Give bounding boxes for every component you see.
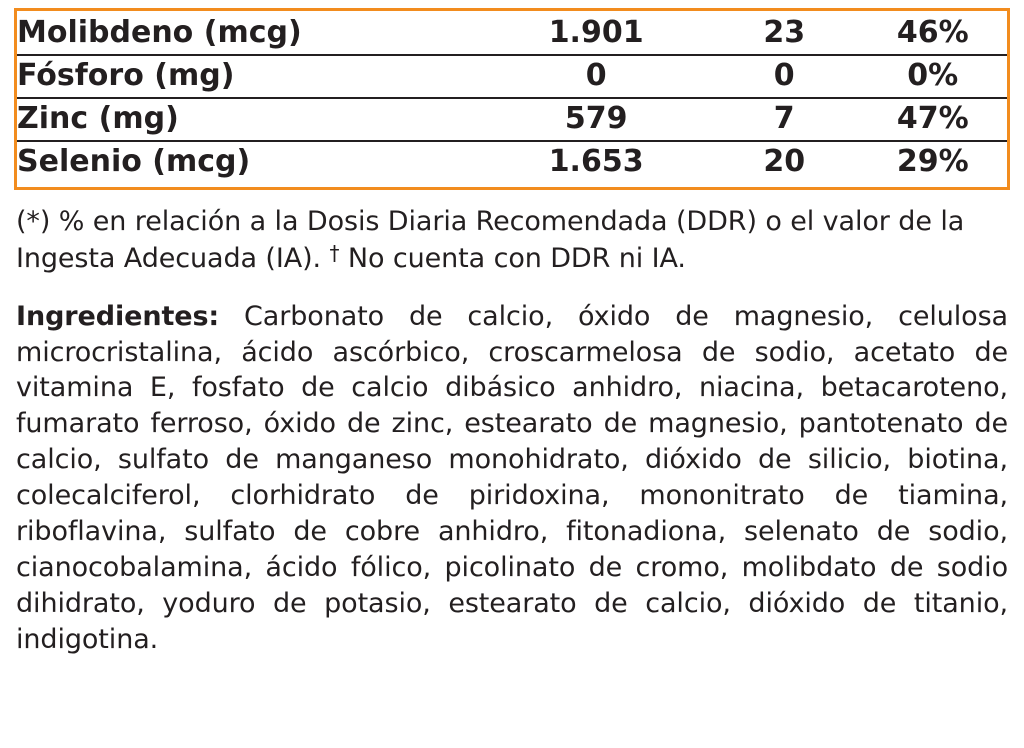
- nutrient-percent: 47%: [858, 98, 1007, 141]
- nutrient-percent: 0%: [858, 55, 1007, 98]
- nutrient-amount: 1.901: [482, 13, 710, 55]
- ingredients-paragraph: [16, 299, 1008, 658]
- nutrient-amount: 579: [482, 98, 710, 141]
- nutrient-unit-value: 23: [710, 13, 859, 55]
- nutrition-table: [17, 13, 1007, 183]
- footnote-text-part1: (*) % en relación a la Dosis Diaria Recomendada (DDR) o el valor de la Ingesta Adecuada (IA).: [16, 206, 965, 274]
- nutrient-name: Zinc (mg): [17, 98, 482, 141]
- nutrient-unit-value: 20: [763, 144, 806, 180]
- dagger-symbol: †: [329, 241, 340, 265]
- table-row: [17, 141, 1007, 183]
- table-row: [17, 13, 1007, 55]
- ingredients-label: Ingredientes:: [16, 300, 220, 332]
- nutrient-unit-value: 0: [710, 55, 859, 98]
- nutrient-amount: 1.653: [548, 144, 644, 180]
- ingredients-list: Carbonato de calcio, óxido de magnesio, celulosa microcristalina, ácido ascórbico, croscarmelosa de sodio, acetato de vitamina E, fosfato de calcio dibásico anhidro, niacina, betacaroteno, fumarato ferroso, óxido de zinc, estearato de magnesio, pantotenato de calcio, sulfato de manganeso monohidrato, dióxido de silicio, biotina, colecalciferol, clorhidrato de piridoxina, mononitrato de tiamina, riboflavina, sulfato de cobre anhidro, fitonadiona, selenato de sodio, cianocobalamina, ácido fólico, picolinato de cromo, molibdato de sodio dihidrato, yoduro de potasio, estearato de calcio, dióxido de titanio, indigotina.: [16, 300, 1008, 655]
- nutrient-name: Selenio (mcg): [17, 144, 251, 180]
- nutrient-name: Molibdeno (mcg): [17, 13, 482, 55]
- nutrition-table-box: [14, 8, 1010, 190]
- footnote-text-part2: No cuenta con DDR ni IA.: [339, 243, 686, 274]
- daily-value-footnote: [16, 204, 1008, 276]
- nutrient-name: Fósforo (mg): [17, 55, 482, 98]
- nutrient-amount: 0: [482, 55, 710, 98]
- nutrient-percent: 29%: [896, 144, 969, 180]
- nutrient-percent: 46%: [858, 13, 1007, 55]
- nutrient-unit-value: 7: [710, 98, 859, 141]
- table-row: [17, 55, 1007, 98]
- table-row: [17, 98, 1007, 141]
